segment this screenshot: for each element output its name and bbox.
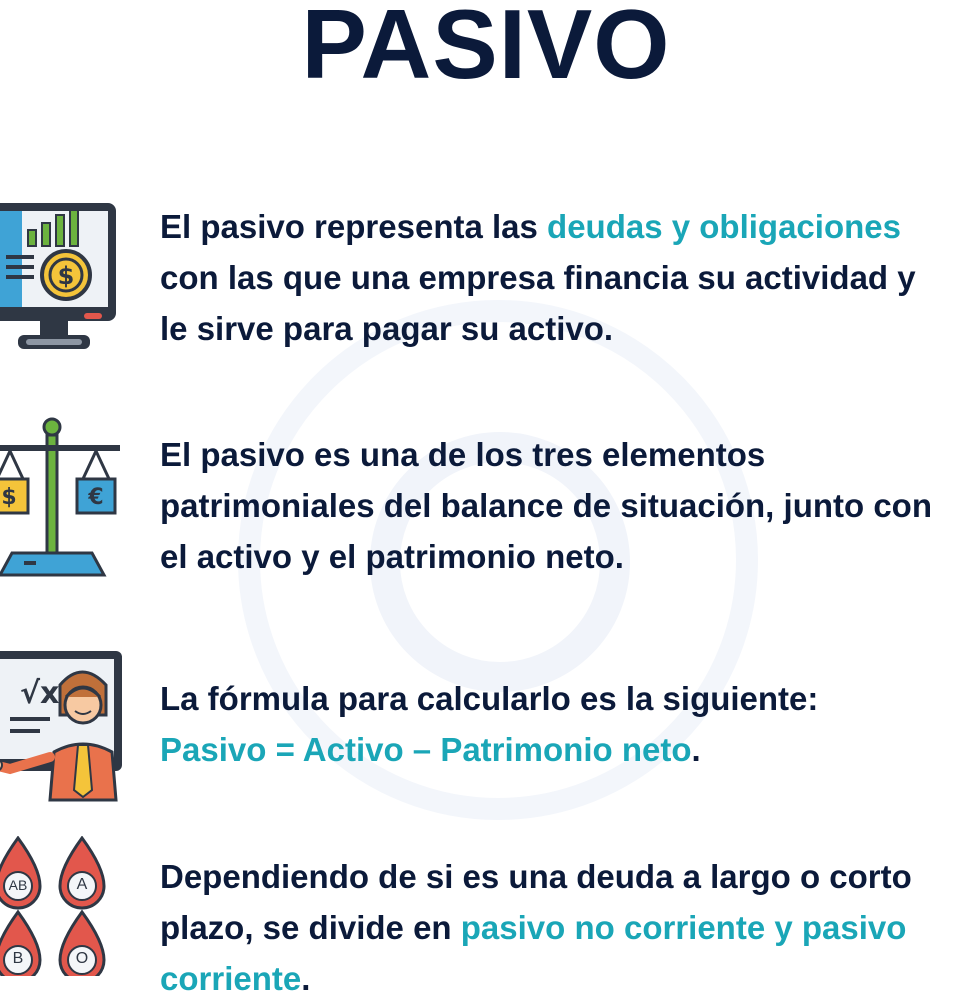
drop-label: B: [12, 950, 24, 967]
line: El pasivo representa las deudas y obligaciones: [160, 208, 901, 245]
line: corriente.: [160, 960, 311, 997]
item-2-text: [160, 429, 972, 582]
line: le sirve para pagar su activo.: [160, 310, 614, 347]
svg-text:$: $: [1, 485, 17, 510]
line: el activo y el patrimonio neto.: [160, 538, 624, 575]
page-title: PASIVO: [301, 0, 671, 99]
line: Pasivo = Activo – Patrimonio neto.: [160, 731, 701, 768]
financial-monitor-icon: [0, 195, 123, 355]
line: patrimoniales del balance de situación, junto con: [160, 487, 932, 524]
item-1-text: [160, 201, 972, 354]
svg-text:€: €: [88, 485, 104, 510]
item-3-text: [160, 673, 972, 775]
line: Dependiendo de si es una deuda a largo o corto: [160, 858, 912, 895]
balance-scale-icon: [0, 415, 133, 580]
blood-drops-icon: [0, 836, 128, 976]
svg-text:√x: √x: [20, 676, 60, 711]
item-4-text: [160, 851, 972, 1004]
line: El pasivo es una de los tres elementos: [160, 436, 766, 473]
svg-text:$: $: [57, 262, 75, 290]
drop-label: A: [76, 876, 88, 893]
line: con las que una empresa financia su actividad y: [160, 259, 916, 296]
drop-label: O: [75, 950, 89, 967]
line: plazo, se divide en pasivo no corriente y pasivo: [160, 909, 907, 946]
line: La fórmula para calcularlo es la siguiente:: [160, 680, 819, 717]
drop-label: AB: [8, 877, 28, 893]
teacher-formula-icon: [0, 645, 128, 805]
